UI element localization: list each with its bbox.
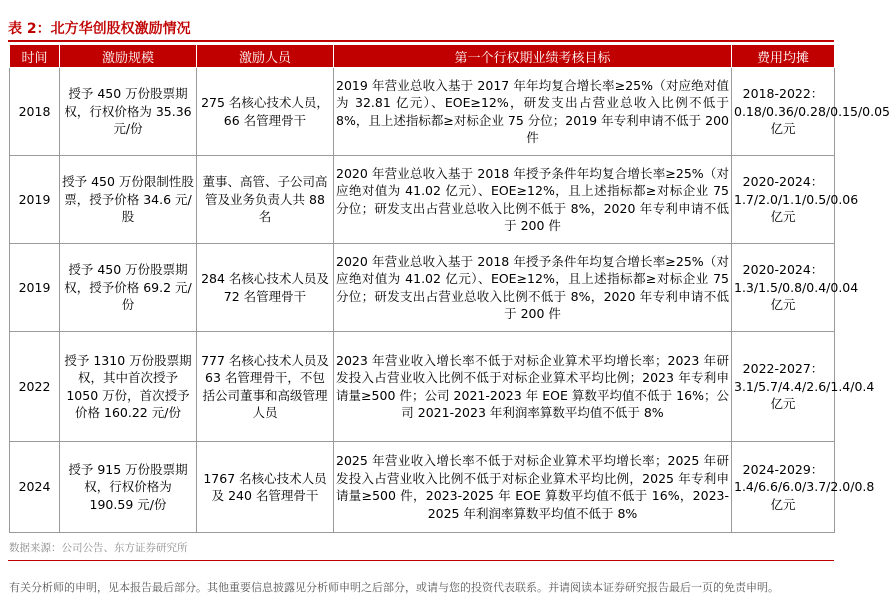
cell-cost: 2022-2027：3.1/5.7/4.4/2.6/1.4/0.4 亿元	[732, 332, 835, 442]
cell-target: 2023 年营业收入增长率不低于对标企业算术平均增长率；2023 年研发投入占营业收入比例不低于对标企业算术平均比例；2023 年专利申请量≥500 件；公司 2021-2023 年 EOE 算数平均值不低于 16%；公司 2021-2023 年利润率算数平均值不低于 8%	[334, 332, 732, 442]
cell-cost: 2024-2029：1.4/6.6/6.0/3.7/2.0/0.8 亿元	[732, 442, 835, 533]
cell-cost: 2020-2024：1.7/2.0/1.1/0.5/0.06 亿元	[732, 156, 835, 244]
cell-year: 2019	[10, 244, 60, 332]
table-header-row	[10, 45, 835, 68]
cell-scale: 授予 450 万份股票期权，行权价格为 35.36 元/份	[60, 68, 197, 156]
table-row	[10, 156, 835, 244]
table-row	[10, 332, 835, 442]
table-row	[10, 244, 835, 332]
cell-target: 2020 年营业总收入基于 2018 年授予条件年均复合增长率≥25%（对应绝对值为 41.02 亿元）、EOE≥12%，且上述指标都≥对标企业 75 分位；研发支出占营业总收入比例不低于 8%，2020 年专利申请不低于 200 件	[334, 156, 732, 244]
table-title: 表 2：北方华创股权激励情况	[8, 21, 191, 37]
table-row	[10, 68, 835, 156]
col-header-cost: 费用均摊	[732, 45, 835, 68]
cell-people: 1767 名核心技术人员及 240 名管理骨干	[197, 442, 334, 533]
cell-people: 275 名核心技术人员，66 名管理骨干	[197, 68, 334, 156]
cell-year: 2024	[10, 442, 60, 533]
cell-target: 2020 年营业总收入基于 2018 年授予条件年均复合增长率≥25%（对应绝对值为 41.02 亿元）、EOE≥12%，且上述指标都≥对标企业 75 分位；研发支出占营业总收入比例不低于 8%，2020 年专利申请不低于 200 件	[334, 244, 732, 332]
cell-scale: 授予 450 万份股票期权，授予价格 69.2 元/份	[60, 244, 197, 332]
incentive-table	[9, 44, 890, 533]
cell-scale: 授予 450 万份限制性股票，授予价格 34.6 元/股	[60, 156, 197, 244]
cell-people: 777 名核心技术人员及 63 名管理骨干，不包括公司董事和高级管理人员	[197, 332, 334, 442]
cell-scale: 授予 915 万份股票期权，行权价格为 190.59 元/份	[60, 442, 197, 533]
col-header-people: 激励人员	[197, 45, 334, 68]
col-header-scale: 激励规模	[60, 45, 197, 68]
cell-target: 2019 年营业总收入基于 2017 年年均复合增长率≥25%（对应绝对值为 32.81 亿元）、EOE≥12%，研发支出占营业总收入比例不低于 8%，且上述指标都≥对标企业 75 分位；2019 年专利申请不低于 200 件	[334, 68, 732, 156]
col-header-target: 第一个行权期业绩考核目标	[334, 45, 732, 68]
footer-divider	[8, 560, 834, 561]
cell-scale: 授予 1310 万份股票期权，其中首次授予 1050 万份，首次授予价格 160.22 元/份	[60, 332, 197, 442]
cell-cost: 2020-2024：1.3/1.5/0.8/0.4/0.04 亿元	[732, 244, 835, 332]
cell-year: 2019	[10, 156, 60, 244]
cell-target: 2025 年营业收入增长率不低于对标企业算术平均增长率；2025 年研发投入占营业收入比例不低于对标企业算术平均比例，2025 年专利申请量≥500 件，2023-2025 年 EOE 算数平均值不低于 16%，2023-2025 年利润率算数平均值不低于 8%	[334, 442, 732, 533]
data-source-note: 数据来源：公司公告、东方证券研究所	[9, 542, 188, 554]
cell-year: 2022	[10, 332, 60, 442]
col-header-time: 时间	[10, 45, 60, 68]
cell-cost: 2018-2022：0.18/0.36/0.28/0.15/0.05 亿元	[732, 68, 835, 156]
cell-year: 2018	[10, 68, 60, 156]
cell-people: 284 名核心技术人员及 72 名管理骨干	[197, 244, 334, 332]
disclaimer-text: 有关分析师的申明，见本报告最后部分。其他重要信息披露见分析师申明之后部分，或请与您的投资代表联系。并请阅读本证券研究报告最后一页的免责申明。	[9, 581, 779, 594]
cell-people: 董事、高管、子公司高管及业务负责人共 88 名	[197, 156, 334, 244]
title-divider	[8, 40, 834, 42]
table-row	[10, 442, 835, 533]
